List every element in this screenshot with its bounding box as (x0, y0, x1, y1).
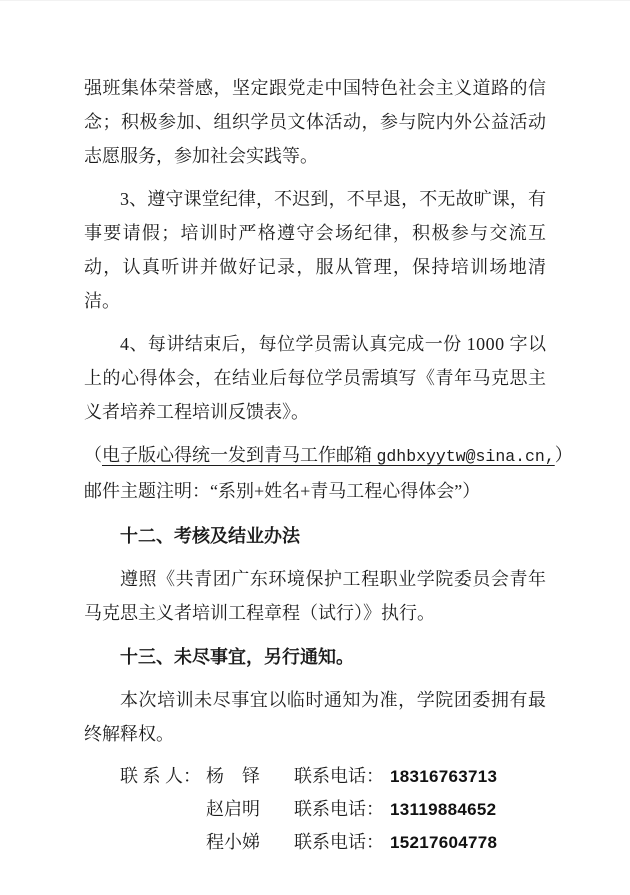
email-note-line-1 (84, 438, 573, 474)
paragraph-rule-3: 3、遵守课堂纪律，不迟到，不早退，不无故旷课，有事要请假；培训时严格遵守会场纪律，积极参与交流互动，认真听讲并做好记录，服从管理，保持培训场地清洁。 (84, 189, 546, 311)
paragraph-final-interpretation: 本次培训未尽事宜以临时通知为准，学院团委拥有最终解释权。 (84, 690, 546, 744)
contact-phone-label: 联系电话： (294, 832, 384, 852)
close-paren: ） (554, 445, 573, 465)
contact-person-label: 联 系 人： (120, 766, 201, 786)
contact-phone-label: 联系电话： (294, 799, 384, 819)
heading-section-12: 十二、考核及结业办法 (120, 526, 300, 546)
open-paren: （ (84, 445, 102, 465)
contact-phone-number: 18316763713 (390, 767, 498, 786)
paragraph-email-note (84, 438, 573, 508)
contact-name: 赵启明 (206, 799, 260, 819)
heading-section-13: 十三、未尽事宜，另行通知。 (120, 647, 354, 667)
contact-row (84, 826, 546, 859)
paragraph-rule-4 (84, 327, 546, 429)
email-address: gdhbxyytw@sina.cn, (376, 447, 555, 466)
rule-4-text-before: 4、每讲结束后，每位学员需认真完成一份 (120, 334, 467, 354)
rule-4-text-after: 字以上的心得体会，在结业后每位学员需填写《青年马克思主义者培养工程培训反馈表》。 (84, 334, 547, 422)
email-subject-note: 邮件主题注明：“系别+姓名+青马工程心得体会”） (84, 481, 481, 501)
email-note-underlined-text: 电子版心得统一发到青马工作邮箱 (102, 445, 377, 465)
contact-phone-number: 15217604778 (390, 833, 498, 852)
contact-name: 程小娣 (206, 832, 260, 852)
word-count-number: 1000 (466, 334, 505, 354)
paragraph-collective-honor: 强班集体荣誉感，坚定跟党走中国特色社会主义道路的信念；积极参加、组织学员文体活动，参与院内外公益活动志愿服务，参加社会实践等。 (84, 78, 546, 166)
paragraph-assessment-charter: 遵照《共青团广东环境保护工程职业学院委员会青年马克思主义者培训工程章程（试行）》执行。 (84, 569, 546, 623)
contact-row (84, 760, 546, 793)
contact-phone-number: 13119884652 (390, 800, 497, 819)
contact-phone-label: 联系电话： (294, 766, 384, 786)
contact-name: 杨 铎 (206, 766, 260, 786)
contact-row (84, 793, 546, 826)
contact-list (84, 760, 546, 859)
